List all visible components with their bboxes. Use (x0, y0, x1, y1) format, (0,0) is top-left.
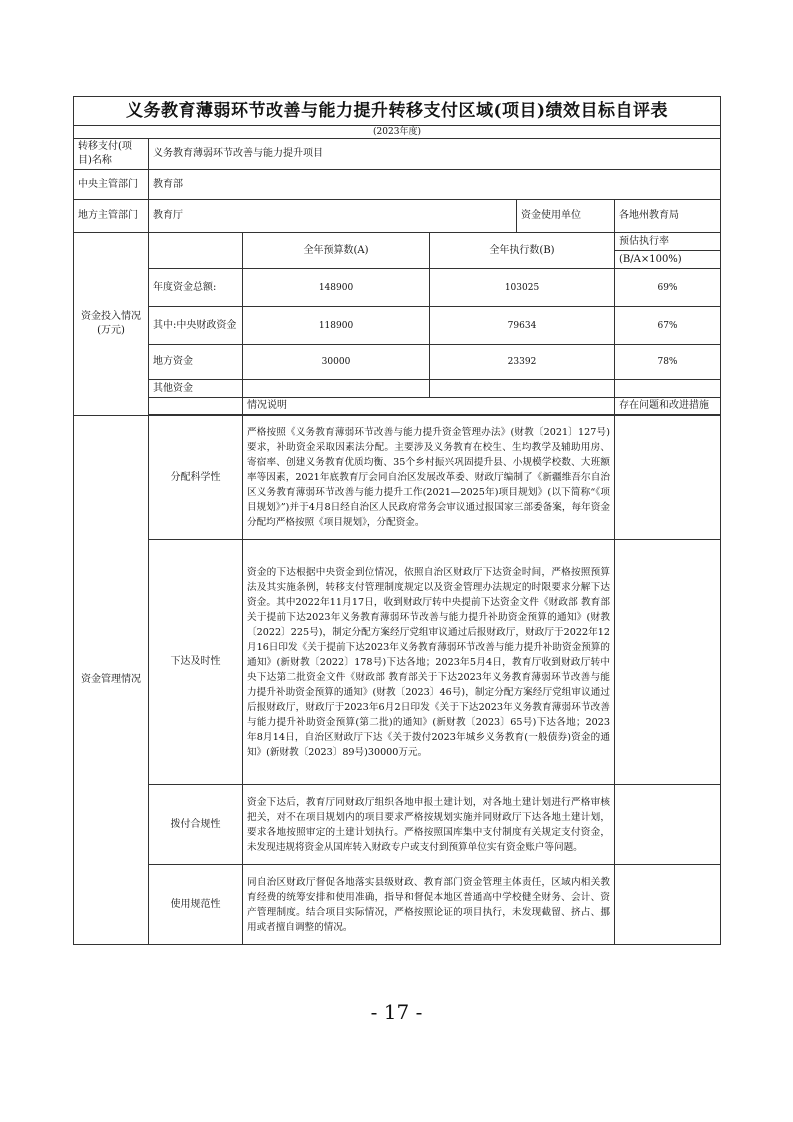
mgmt-item-issues (615, 416, 721, 540)
mgmt-item-text: 同自治区财政厅督促各地落实县级财政、教育部门资金管理主体责任，区域内相关教育经费的统筹安排和使用准确，指导和督促本地区普通高中学校健全财务、会计、资产管理制度。结合项目实际情况，严格按照论证的项目执行，未发现截留、挤占、挪用或者擅自调整的情况。 (243, 865, 615, 945)
funds-row-exec: 79634 (430, 307, 615, 345)
mgmt-item-text: 严格按照《义务教育薄弱环节改善与能力提升资金管理办法》(财教〔2021〕127号)要求，补助资金采取因素法分配。主要涉及义务教育在校生、生均教学及辅助用房、寄宿率、创建义务教育优质均衡、35个乡村振兴巩固提升县、小规模学校数、大班额率等因素，2021年底教育厅会同自治区发展改革委、财政厅编制了《新疆维吾尔自治区义务教育薄弱环节改善与能力提升工作(2021—2025年)项目规划》(以下简称“《项目规划》”)并于4月8日经自治区人民政府常务会审议通过报国家三部委备案，每年资金分配均严格按照《项目规划》，分配资金。 (243, 416, 615, 540)
project-name-label: 转移支付(项目)名称 (74, 139, 149, 170)
local-dept-label: 地方主管部门 (74, 200, 149, 233)
issues-label: 存在问题和改进措施 (615, 398, 721, 415)
mgmt-item-issues (615, 865, 721, 945)
col-rate-header-2: (B/A×100%) (615, 251, 721, 269)
funds-row-budget: 148900 (243, 269, 430, 307)
page-number: - 17 - (370, 1000, 423, 1024)
mgmt-item-label: 分配科学性 (149, 416, 243, 540)
mgmt-item-text: 资金的下达根据中央资金到位情况，依照自治区财政厅下达资金时间，严格按照预算法及其实施条例，转移支付管理制度规定以及资金管理办法规定的时限要求分解下达资金。其中2022年11月17日，收到财政厅转中央提前下达资金文件《财政部 教育部关于提前下达2023年义务教育薄弱环节改善与能力提升补助资金预算的通知》(财教〔2022〕225号)，制定分配方案经厅党组审议通过后报财政厅，财政厅于2022年12月16日印发《关于提前下达2023年义务教育薄弱环节改善与能力提升补助资金预算的通知》(新财教〔2022〕178号)下达各地；2023年5月4日，教育厅收到财政厅转中央下达第二批资金文件《财政部 教育部关于下达2023年义务教育薄弱环节改善与能力提升补助资金预算的通知》(财教〔2023〕46号)，制定分配方案经厅党组审议通过后报财政厅，财政厅于2023年6月2日印发《关于下达2023年义务教育薄弱环节改善与能力提升补助资金预算(第二批)的通知》(新财教〔2023〕65号)下达各地；2023年8月14日，自治区财政厅下达《关于拨付2023年城乡义务教育(一般债券)资金的通知》(新财教〔2023〕89号)30000万元。 (243, 540, 615, 785)
mgmt-item-label: 下达及时性 (149, 540, 243, 785)
mgmt-item-text: 资金下达后，教育厅同财政厅组织各地申报土建计划，对各地土建计划进行严格审核把关，对不在项目规划内的项目要求严格按规划实施并同财政厅下达各地土建计划，要求各地按照审定的土建计划执行。严格按照国库集中支付制度有关规定支付资金，未发现违规将资金从国库转入财政专户或支付到预算单位实有资金账户等问题。 (243, 785, 615, 865)
document-title: 义务教育薄弱环节改善与能力提升转移支付区域(项目)绩效目标自评表 (74, 97, 721, 126)
funds-row-budget: 30000 (243, 345, 430, 380)
funds-row-rate: 78% (615, 345, 721, 380)
mgmt-item-label: 拨付合规性 (149, 785, 243, 865)
evaluation-table (73, 96, 721, 945)
mgmt-item-label: 使用规范性 (149, 865, 243, 945)
funds-row-exec (430, 380, 615, 398)
funds-row-label: 其他资金 (149, 380, 243, 398)
notes-blank (149, 398, 243, 415)
local-dept-value: 教育厅 (149, 200, 517, 233)
project-name-value: 义务教育薄弱环节改善与能力提升项目 (149, 139, 721, 170)
central-dept-label: 中央主管部门 (74, 170, 149, 200)
col-budget-header: 全年预算数(A) (243, 233, 430, 269)
funds-row-label: 其中:中央财政资金 (149, 307, 243, 345)
fund-user-label: 资金使用单位 (517, 200, 615, 233)
report-year: (2023年度) (74, 126, 721, 139)
funds-row-budget (243, 380, 430, 398)
funds-row-label: 地方资金 (149, 345, 243, 380)
mgmt-section-label: 资金管理情况 (74, 416, 149, 945)
col-exec-header: 全年执行数(B) (430, 233, 615, 269)
notes-label: 情况说明 (243, 398, 615, 415)
mgmt-item-issues (615, 540, 721, 785)
funds-row-exec: 103025 (430, 269, 615, 307)
funds-row-rate: 69% (615, 269, 721, 307)
funds-header-blank (149, 233, 243, 269)
funds-row-exec: 23392 (430, 345, 615, 380)
funds-row-label: 年度资金总额: (149, 269, 243, 307)
funds-row-rate: 67% (615, 307, 721, 345)
mgmt-item-issues (615, 785, 721, 865)
fund-user-value: 各地州教育局 (615, 200, 721, 233)
funds-row-budget: 118900 (243, 307, 430, 345)
funds-section-label: 资金投入情况(万元) (74, 233, 149, 416)
evaluation-sheet (73, 96, 720, 945)
central-dept-value: 教育部 (149, 170, 721, 200)
col-rate-header-1: 预估执行率 (615, 233, 721, 251)
funds-row-rate (615, 380, 721, 398)
